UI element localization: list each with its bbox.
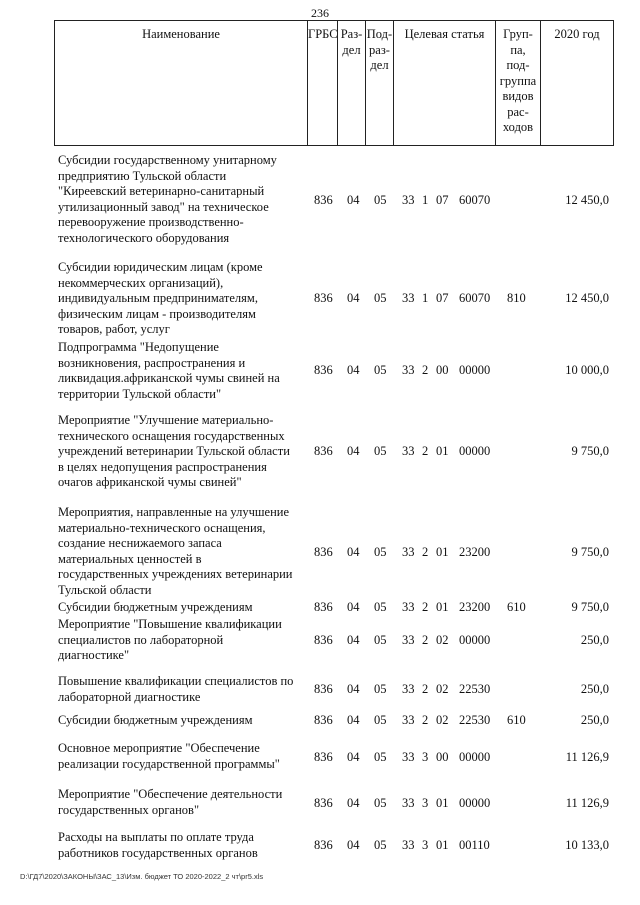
cell-grbs: 836 (314, 444, 333, 458)
row-name: Повышение квалификации специалистов по лабораторной диагностике (58, 674, 294, 704)
cell-vr: 610 (507, 600, 526, 614)
cell-sum: 12 450,0 (565, 291, 609, 305)
cell-rz: 04 (347, 838, 360, 852)
cell-c1: 33 (402, 713, 415, 727)
cell-c2: 2 (422, 363, 429, 377)
header-celevaya: Целевая статья (394, 21, 496, 145)
cell-c3: 02 (436, 713, 449, 727)
cell-grbs: 836 (314, 838, 333, 852)
cell-c1: 33 (402, 682, 415, 696)
cell-c4: 00110 (459, 838, 490, 852)
cell-grbs: 836 (314, 796, 333, 810)
cell-rz: 04 (347, 193, 360, 207)
cell-pr: 05 (374, 291, 387, 305)
cell-rz: 04 (347, 363, 360, 377)
cell-c1: 33 (402, 363, 415, 377)
cell-pr: 05 (374, 750, 387, 764)
cell-pr: 05 (374, 796, 387, 810)
header-year: 2020 год (554, 27, 600, 41)
cell-rz: 04 (347, 291, 360, 305)
cell-c1: 33 (402, 444, 415, 458)
cell-c4: 00000 (459, 444, 491, 458)
cell-c4: 22530 (459, 682, 491, 696)
cell-pr: 05 (374, 713, 387, 727)
cell-c1: 33 (402, 193, 415, 207)
cell-pr: 05 (374, 838, 387, 852)
cell-c2: 2 (422, 713, 429, 727)
cell-pr: 05 (374, 633, 387, 647)
header-grbs: ГРБС (308, 21, 338, 145)
cell-c3: 01 (436, 600, 449, 614)
cell-pr: 05 (374, 545, 387, 559)
cell-c3: 01 (436, 444, 449, 458)
header-gruppa: Груп- па, под- группа видов рас- ходов (496, 21, 541, 145)
cell-grbs: 836 (314, 600, 333, 614)
header-podrazdel: Под- раз- дел (366, 21, 394, 145)
cell-rz: 04 (347, 633, 360, 647)
page-number: 236 (311, 6, 329, 20)
cell-rz: 04 (347, 682, 360, 696)
row-name: Расходы на выплаты по оплате труда работников государственных органов (58, 830, 258, 860)
cell-c2: 2 (422, 600, 429, 614)
cell-c3: 02 (436, 682, 449, 696)
cell-rz: 04 (347, 796, 360, 810)
cell-pr: 05 (374, 600, 387, 614)
row-name: Субсидии государственному унитарному предприятию Тульской области "Киреевский ветеринарно-санитарный утилизационный завод" на техническое перевооружение производственно- технологического оборудования (58, 153, 277, 245)
cell-sum: 10 000,0 (565, 363, 609, 377)
cell-grbs: 836 (314, 750, 333, 764)
row-name: Мероприятие "Улучшение материально- технического оснащения государственных учреждений ветеринарии Тульской области в целях недопущения распространения очагов африканской чумы свиней" (58, 413, 290, 489)
row-name: Субсидии бюджетным учреждениям (58, 600, 253, 614)
row-name: Основное мероприятие "Обеспечение реализации государственной программы" (58, 741, 280, 771)
cell-vr: 810 (507, 291, 526, 305)
cell-c3: 07 (436, 291, 449, 305)
cell-c2: 3 (422, 750, 429, 764)
cell-sum: 10 133,0 (565, 838, 609, 852)
cell-rz: 04 (347, 600, 360, 614)
cell-sum: 250,0 (580, 713, 609, 727)
cell-c1: 33 (402, 838, 415, 852)
cell-c2: 2 (422, 633, 429, 647)
row-name: Субсидии юридическим лицам (кроме некоммерческих организаций), индивидуальным предпринимателям, физическим лицам - производителям товаров, работ, услуг (58, 260, 263, 336)
cell-c1: 33 (402, 600, 415, 614)
table-header (54, 20, 614, 146)
file-path-footer: D:\ГД7\2020\ЗАКОНЫ\ЗАС_13\Изм. бюджет ТО 2020-2022_2 чт\pr5.xls (20, 872, 264, 881)
cell-vr: 610 (507, 713, 526, 727)
cell-c4: 00000 (459, 633, 491, 647)
cell-c3: 01 (436, 796, 449, 810)
row-name: Мероприятия, направленные на улучшение материально-технического оснащения, создание неснижаемого запаса материальных ценностей в государственных учреждениях ветеринарии Тульской области (58, 505, 293, 597)
cell-pr: 05 (374, 682, 387, 696)
row-name: Подпрограмма "Недопущение возникновения, распространения и ликвидация.африканской чумы свиней на территории Тульской области" (58, 340, 280, 401)
row-name: Мероприятие "Обеспечение деятельности государственных органов" (58, 787, 283, 817)
cell-c3: 07 (436, 193, 449, 207)
cell-c4: 60070 (459, 193, 491, 207)
cell-sum: 9 750,0 (571, 545, 609, 559)
cell-c3: 01 (436, 545, 449, 559)
cell-c2: 2 (422, 444, 429, 458)
cell-c4: 23200 (459, 545, 491, 559)
cell-grbs: 836 (314, 193, 333, 207)
cell-pr: 05 (374, 363, 387, 377)
cell-c4: 23200 (459, 600, 491, 614)
cell-grbs: 836 (314, 633, 333, 647)
cell-c3: 02 (436, 633, 449, 647)
cell-c3: 00 (436, 363, 449, 377)
row-name: Мероприятие "Повышение квалификации специалистов по лабораторной диагностике" (58, 617, 282, 662)
cell-c1: 33 (402, 545, 415, 559)
cell-sum: 250,0 (580, 682, 609, 696)
cell-c2: 3 (422, 838, 429, 852)
cell-grbs: 836 (314, 682, 333, 696)
cell-c4: 00000 (459, 363, 491, 377)
cell-c4: 00000 (459, 750, 491, 764)
cell-c2: 3 (422, 796, 429, 810)
cell-rz: 04 (347, 713, 360, 727)
cell-sum: 9 750,0 (571, 444, 609, 458)
cell-sum: 12 450,0 (565, 193, 609, 207)
cell-pr: 05 (374, 193, 387, 207)
cell-grbs: 836 (314, 363, 333, 377)
cell-c2: 2 (422, 682, 429, 696)
cell-rz: 04 (347, 750, 360, 764)
cell-c4: 00000 (459, 796, 491, 810)
cell-c3: 01 (436, 838, 449, 852)
cell-grbs: 836 (314, 713, 333, 727)
cell-c1: 33 (402, 796, 415, 810)
cell-sum: 250,0 (580, 633, 609, 647)
cell-c1: 33 (402, 633, 415, 647)
row-name: Субсидии бюджетным учреждениям (58, 713, 253, 727)
cell-rz: 04 (347, 545, 360, 559)
cell-sum: 11 126,9 (565, 750, 609, 764)
cell-rz: 04 (347, 444, 360, 458)
header-razdel: Раз- дел (338, 21, 366, 145)
header-name: Наименование (55, 21, 308, 145)
cell-c3: 00 (436, 750, 449, 764)
cell-c2: 1 (422, 193, 429, 207)
cell-c4: 22530 (459, 713, 491, 727)
cell-sum: 9 750,0 (571, 600, 609, 614)
cell-pr: 05 (374, 444, 387, 458)
cell-sum: 11 126,9 (565, 796, 609, 810)
cell-c1: 33 (402, 291, 415, 305)
cell-c1: 33 (402, 750, 415, 764)
cell-c2: 1 (422, 291, 429, 305)
cell-c4: 60070 (459, 291, 491, 305)
cell-grbs: 836 (314, 545, 333, 559)
cell-c2: 2 (422, 545, 429, 559)
cell-grbs: 836 (314, 291, 333, 305)
